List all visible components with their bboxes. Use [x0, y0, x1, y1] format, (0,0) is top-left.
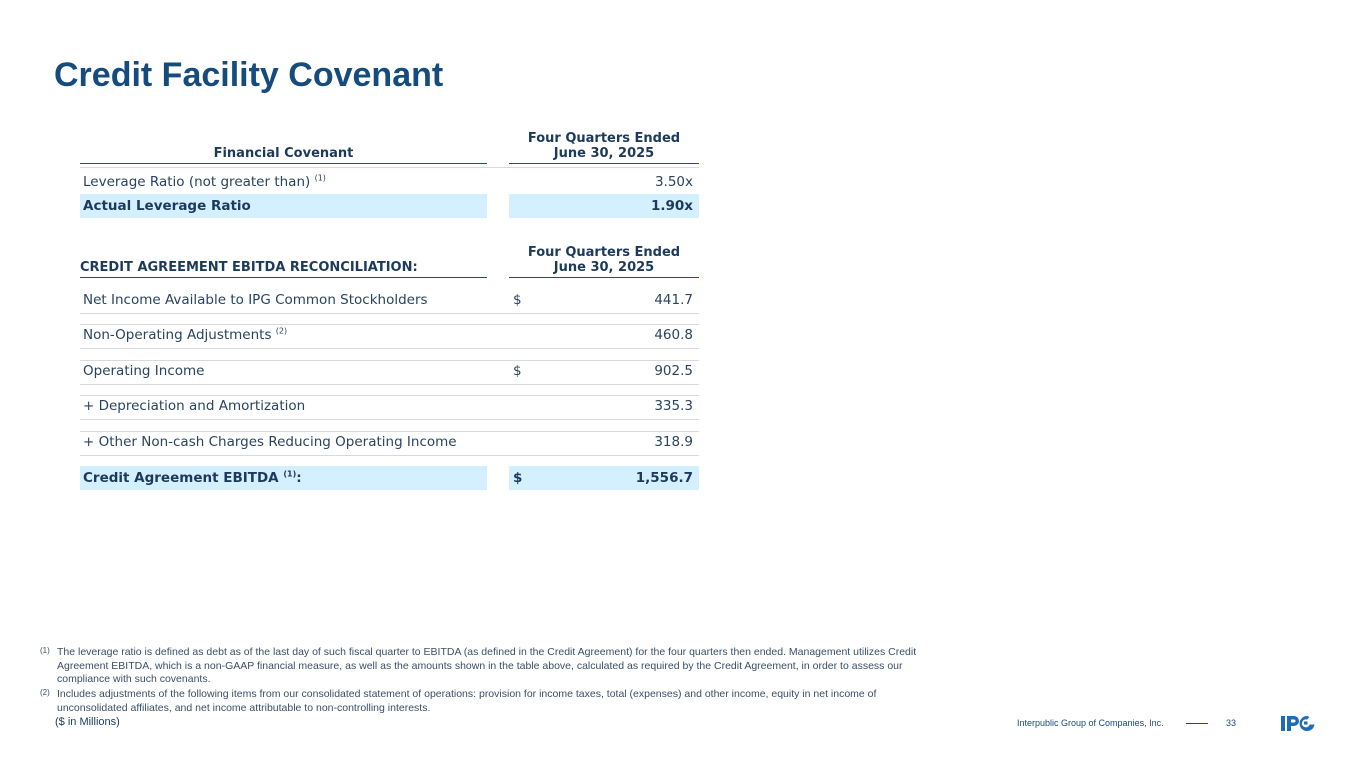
table-row — [80, 170, 699, 194]
row-label: + Depreciation and Amortization — [83, 398, 306, 414]
row-value: 318.9 — [654, 434, 693, 450]
row-divider — [80, 167, 699, 168]
row-value: 335.3 — [654, 398, 693, 414]
footnote-number: (1) — [40, 646, 50, 655]
footer-company: Interpublic Group of Companies, Inc. — [1017, 718, 1164, 728]
footnote-number: (2) — [40, 688, 50, 697]
footnote-1 — [40, 646, 920, 687]
page-number: 33 — [1226, 718, 1237, 728]
ebitda-header-period-line1: Four Quarters Ended — [527, 245, 681, 260]
row-divider — [80, 384, 699, 385]
table-row — [80, 194, 699, 218]
footnote-text: Includes adjustments of the following items from our consolidated statement of operations: provision for income taxes, total (expenses) and other income, equity in net income of unconsolidated affiliates, and net income attributable to non-controlling interests. — [57, 688, 877, 714]
covenant-table-header — [80, 124, 699, 164]
row-label: Non-Operating Adjustments — [83, 327, 272, 343]
row-value: 1.90x — [650, 198, 693, 214]
covenant-header-period-line1: Four Quarters Ended — [527, 131, 681, 146]
covenant-header-period-line2: June 30, 2025 — [553, 146, 655, 161]
table-row — [80, 288, 699, 312]
covenant-header-period — [509, 131, 699, 164]
table-row-total — [80, 466, 699, 490]
ebitda-table — [80, 246, 699, 490]
covenant-header-label: Financial Covenant — [80, 146, 487, 164]
ebitda-header-period-line2: June 30, 2025 — [553, 260, 655, 275]
row-value: 3.50x — [654, 174, 693, 190]
row-label-suffix: : — [296, 470, 302, 486]
footnote-ref: (1) — [314, 173, 326, 183]
row-value: 460.8 — [654, 327, 693, 343]
row-label: Leverage Ratio (not greater than) — [83, 174, 311, 190]
row-label: Actual Leverage Ratio — [83, 198, 251, 214]
row-divider — [80, 313, 699, 314]
table-row — [80, 359, 699, 383]
page-title: Credit Facility Covenant — [54, 56, 444, 94]
ebitda-header-period — [509, 245, 699, 278]
row-divider — [80, 455, 699, 456]
footnote-ref: (2) — [275, 326, 288, 336]
units-note: ($ in Millions) — [55, 716, 120, 728]
row-divider — [80, 419, 699, 420]
row-label: Net Income Available to IPG Common Stockholders — [83, 292, 428, 308]
row-label: Operating Income — [83, 363, 205, 379]
ebitda-table-header — [80, 246, 699, 278]
row-label: + Other Non-cash Charges Reducing Operating Income — [83, 434, 457, 450]
row-value: 441.7 — [654, 292, 693, 308]
footnote-text: The leverage ratio is defined as debt as of the last day of such fiscal quarter to EBITDA (as defined in the Credit Agreement) for the four quarters then ended. Management utilizes Credit Agreement EBITDA, which is a non-GAAP financial measure, as well as the amounts shown in the table above, calculated as required by the Credit Agreement, in order to assess our compliance with such covenants. — [57, 646, 917, 685]
covenant-table — [80, 124, 699, 218]
table-row — [80, 394, 699, 418]
dollar-sign: $ — [513, 363, 522, 379]
dollar-sign: $ — [513, 292, 522, 308]
row-value: 902.5 — [654, 363, 693, 379]
table-row — [80, 430, 699, 454]
footnote-2 — [40, 688, 920, 715]
row-label: Credit Agreement EBITDA — [83, 470, 279, 486]
ipg-logo-mark — [1281, 716, 1315, 731]
ebitda-header-label: CREDIT AGREEMENT EBITDA RECONCILIATION: — [80, 260, 487, 278]
dollar-sign: $ — [513, 470, 523, 486]
row-divider — [80, 348, 699, 349]
footnote-ref: (1) — [283, 469, 297, 479]
footer-divider — [1186, 723, 1208, 724]
ipg-logo — [1281, 715, 1315, 732]
table-row — [80, 323, 699, 347]
row-value: 1,556.7 — [635, 470, 693, 486]
